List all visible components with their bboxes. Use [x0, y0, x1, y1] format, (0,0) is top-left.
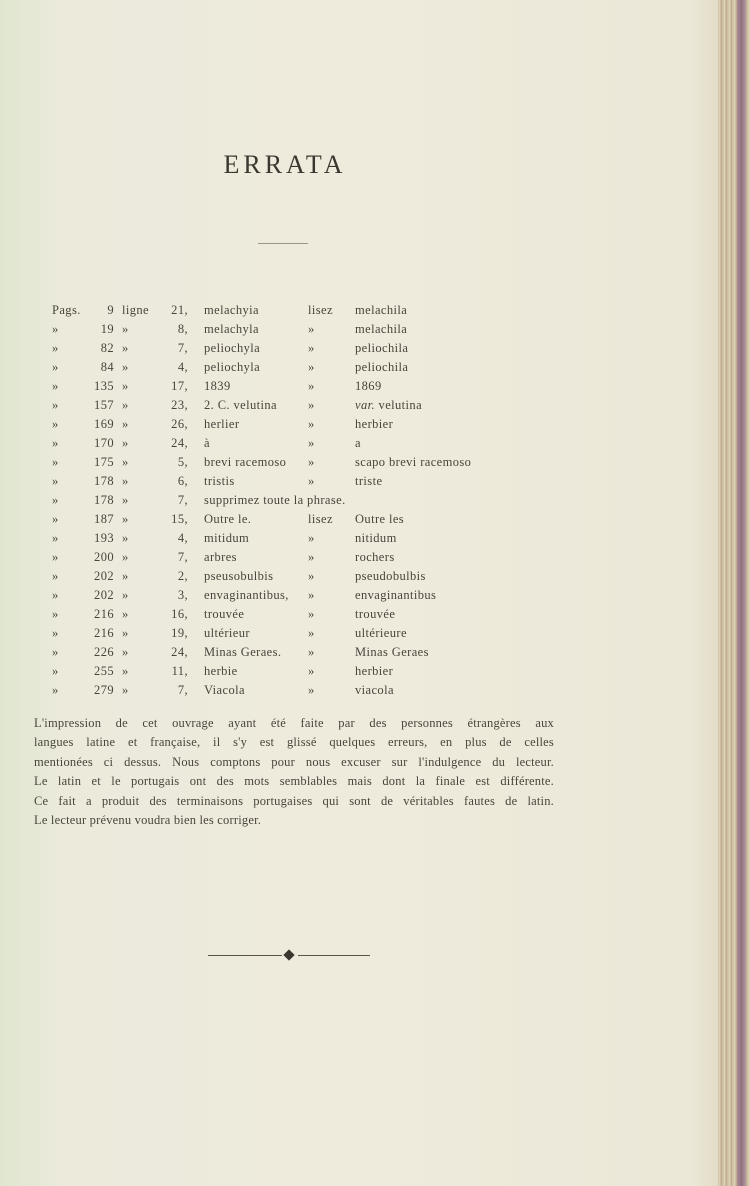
- errata-wrong-text: tristis: [204, 474, 235, 488]
- errata-page-number: 82: [100, 341, 114, 355]
- errata-correct-text: [355, 436, 361, 451]
- errata-pags: »: [52, 379, 59, 393]
- errata-correct-word: envaginantibus: [355, 588, 437, 602]
- errata-line-number: 7,: [177, 341, 188, 355]
- errata-pags: »: [52, 645, 59, 659]
- errata-correct-text: [355, 341, 408, 356]
- errata-correct-word: trouvée: [355, 607, 396, 621]
- errata-correct-word: a: [355, 436, 361, 450]
- errata-page-number: 193: [94, 531, 114, 545]
- errata-correct-text: [355, 417, 393, 432]
- errata-page-number: 255: [94, 664, 114, 678]
- note-line: L'impression de cet ouvrage ayant été faite par des personnes étrangères aux: [34, 716, 554, 730]
- page-title: ERRATA: [223, 150, 347, 179]
- errata-pags: »: [52, 626, 59, 640]
- errata-pags: »: [52, 569, 59, 583]
- errata-row: [0, 453, 700, 472]
- errata-lisez: »: [308, 588, 315, 602]
- errata-ligne: »: [122, 322, 129, 336]
- errata-ligne: »: [122, 645, 129, 659]
- errata-correct-word: peliochila: [355, 341, 409, 355]
- errata-line-number: 19,: [171, 626, 188, 640]
- errata-line-number: 7,: [177, 683, 188, 697]
- errata-row: [0, 415, 700, 434]
- errata-row: [0, 358, 700, 377]
- errata-row: [0, 377, 700, 396]
- errata-page-number: 216: [94, 607, 114, 621]
- errata-pags: »: [52, 664, 59, 678]
- errata-wrong-text: herlier: [204, 417, 240, 431]
- errata-row: [0, 396, 700, 415]
- errata-lisez: »: [308, 664, 315, 678]
- errata-ligne: »: [122, 607, 129, 621]
- errata-lisez: »: [308, 474, 315, 488]
- errata-page-number: 200: [94, 550, 114, 564]
- errata-row: [0, 320, 700, 339]
- errata-pags: »: [52, 322, 59, 336]
- errata-line-number: 24,: [171, 645, 188, 659]
- errata-correct-text: [355, 588, 436, 603]
- errata-wrong-text: envaginantibus,: [204, 588, 289, 602]
- errata-wrong-text: melachyia: [204, 303, 259, 317]
- errata-page-number: 157: [94, 398, 114, 412]
- errata-line-number: 11,: [171, 664, 188, 678]
- errata-pags: »: [52, 455, 59, 469]
- errata-page-number: 170: [94, 436, 114, 450]
- errata-page-number: 216: [94, 626, 114, 640]
- errata-wrong-text: arbres: [204, 550, 237, 564]
- errata-page-number: 279: [94, 683, 114, 697]
- errata-pags: »: [52, 474, 59, 488]
- errata-wrong-text: Outre le.: [204, 512, 252, 526]
- errata-page-number: 175: [94, 455, 114, 469]
- errata-page-number: 202: [94, 569, 114, 583]
- errata-correct-text: [355, 474, 382, 489]
- note-line: Le latin et le portugais ont des mots semblables mais dont la finale est différente.: [34, 774, 554, 789]
- note-line: langues latine et française, il s'y est glissé quelques erreurs, en plus de celles: [34, 735, 554, 750]
- errata-pags: »: [52, 493, 59, 507]
- note-line: Ce fait a produit des terminaisons portugaises qui sont de véritables fautes de latin.: [34, 793, 554, 808]
- title-rule: [258, 243, 308, 244]
- errata-wrong-text: 2. C. velutina: [204, 398, 277, 412]
- errata-ligne: »: [122, 360, 129, 374]
- errata-lisez: »: [308, 379, 315, 393]
- errata-line-number: 6,: [177, 474, 188, 488]
- errata-correct-text: [355, 683, 394, 698]
- errata-correct-word: peliochila: [355, 360, 409, 374]
- errata-lisez: lisez: [308, 512, 333, 526]
- errata-line-number: 8,: [177, 322, 188, 336]
- errata-row: [0, 643, 700, 662]
- errata-lisez: »: [308, 360, 315, 374]
- errata-wrong-text: supprimez toute la phrase.: [204, 493, 346, 507]
- errata-row: [0, 491, 700, 510]
- errata-ligne: »: [122, 417, 129, 431]
- errata-row: [0, 529, 700, 548]
- errata-line-number: 16,: [171, 607, 188, 621]
- errata-page-number: 9: [107, 303, 114, 317]
- errata-lisez: »: [308, 455, 315, 469]
- errata-pags: »: [52, 588, 59, 602]
- errata-lisez: »: [308, 398, 315, 412]
- errata-page-number: 187: [94, 512, 114, 526]
- errata-line-number: 5,: [177, 455, 188, 469]
- errata-pags: »: [52, 512, 59, 526]
- errata-correct-word: scapo brevi racemoso: [355, 455, 472, 469]
- errata-ligne: »: [122, 474, 129, 488]
- errata-row: [0, 681, 700, 700]
- errata-lisez: »: [308, 341, 315, 355]
- errata-correct-text: [355, 512, 404, 527]
- errata-correct-text: [355, 626, 407, 641]
- errata-row: [0, 434, 700, 453]
- errata-ligne: »: [122, 455, 129, 469]
- errata-line-number: 17,: [171, 379, 188, 393]
- errata-ligne: »: [122, 626, 129, 640]
- errata-correct-word: melachila: [355, 322, 408, 336]
- errata-row: [0, 472, 700, 491]
- errata-ligne: ligne: [122, 303, 149, 317]
- errata-correct-text: [355, 379, 382, 394]
- errata-correct-word: rochers: [355, 550, 395, 564]
- errata-page-number: 226: [94, 645, 114, 659]
- errata-wrong-text: ultérieur: [204, 626, 250, 640]
- errata-correct-text: [355, 569, 426, 584]
- errata-lisez: »: [308, 626, 315, 640]
- errata-lisez: »: [308, 569, 315, 583]
- errata-page-number: 169: [94, 417, 114, 431]
- errata-correct-word: velutina: [378, 398, 423, 412]
- errata-correct-word: melachila: [355, 303, 408, 317]
- errata-lisez: »: [308, 607, 315, 621]
- errata-correct-word: nitidum: [355, 531, 397, 545]
- errata-wrong-text: 1839: [204, 379, 231, 393]
- errata-line-number: 7,: [177, 550, 188, 564]
- note-line: mentionées ci dessus. Nous comptons pour nous excuser sur l'indulgence du lecteur.: [34, 754, 554, 769]
- errata-pags: Pags.: [52, 303, 81, 317]
- errata-pags: »: [52, 398, 59, 412]
- errata-pags: »: [52, 360, 59, 374]
- errata-pags: »: [52, 341, 59, 355]
- errata-correct-word: Outre les: [355, 512, 405, 526]
- errata-lisez: lisez: [308, 303, 333, 317]
- errata-pags: »: [52, 531, 59, 545]
- errata-correct-word: herbier: [355, 417, 394, 431]
- errata-wrong-text: mitidum: [204, 531, 250, 545]
- errata-page-number: 178: [94, 493, 114, 507]
- errata-wrong-text: pseusobulbis: [204, 569, 274, 583]
- errata-lisez: »: [308, 417, 315, 431]
- errata-ligne: »: [122, 683, 129, 697]
- errata-line-number: 15,: [171, 512, 188, 526]
- errata-correct-text: [355, 398, 422, 413]
- errata-pags: »: [52, 417, 59, 431]
- errata-row: [0, 301, 700, 320]
- errata-correct-word: triste: [355, 474, 383, 488]
- errata-lisez: »: [308, 645, 315, 659]
- errata-line-number: 24,: [171, 436, 188, 450]
- errata-pags: »: [52, 607, 59, 621]
- errata-page-number: 84: [100, 360, 114, 374]
- errata-pags: »: [52, 436, 59, 450]
- errata-ligne: »: [122, 379, 129, 393]
- errata-line-number: 26,: [171, 417, 188, 431]
- errata-lisez: »: [308, 322, 315, 336]
- errata-row: [0, 662, 700, 681]
- errata-correct-text: [355, 664, 393, 679]
- errata-line-number: 4,: [177, 360, 188, 374]
- errata-line-number: 3,: [177, 588, 188, 602]
- errata-wrong-text: peliochyla: [204, 341, 261, 355]
- page-edge-stripe: [737, 0, 746, 1186]
- errata-ligne: »: [122, 550, 129, 564]
- errata-lisez: »: [308, 550, 315, 564]
- errata-row: [0, 605, 700, 624]
- errata-row: [0, 510, 700, 529]
- errata-correct-text: [355, 531, 397, 546]
- errata-correct-text: [355, 645, 429, 660]
- errata-ligne: »: [122, 512, 129, 526]
- errata-table: [0, 301, 700, 700]
- errata-line-number: 23,: [171, 398, 188, 412]
- errata-ligne: »: [122, 436, 129, 450]
- errata-ligne: »: [122, 588, 129, 602]
- errata-page-number: 135: [94, 379, 114, 393]
- errata-correct-text: [355, 455, 471, 470]
- errata-line-number: 7,: [177, 493, 188, 507]
- errata-correct-text: [355, 550, 395, 565]
- errata-correct-word: herbier: [355, 664, 394, 678]
- errata-correct-italic: var.: [355, 398, 376, 412]
- errata-row: [0, 339, 700, 358]
- errata-correct-word: viacola: [355, 683, 394, 697]
- errata-correct-text: [355, 607, 395, 622]
- errata-wrong-text: Viacola: [204, 683, 245, 697]
- errata-wrong-text: peliochyla: [204, 360, 261, 374]
- note-paragraph: [34, 714, 554, 830]
- errata-ligne: »: [122, 493, 129, 507]
- errata-pags: »: [52, 683, 59, 697]
- errata-wrong-text: brevi racemoso: [204, 455, 287, 469]
- note-line: Le lecteur prévenu voudra bien les corriger.: [34, 813, 262, 828]
- errata-lisez: »: [308, 436, 315, 450]
- errata-line-number: 21,: [171, 303, 188, 317]
- errata-lisez: »: [308, 683, 315, 697]
- errata-row: [0, 548, 700, 567]
- errata-ligne: »: [122, 341, 129, 355]
- closing-ornament: [208, 948, 370, 962]
- errata-ligne: »: [122, 531, 129, 545]
- errata-row: [0, 624, 700, 643]
- errata-wrong-text: Minas Geraes.: [204, 645, 282, 659]
- errata-correct-word: ultérieure: [355, 626, 407, 640]
- errata-correct-word: Minas Geraes: [355, 645, 429, 659]
- errata-correct-text: [355, 360, 408, 375]
- errata-correct-text: [355, 322, 407, 337]
- errata-wrong-text: trouvée: [204, 607, 245, 621]
- errata-wrong-text: à: [204, 436, 210, 450]
- errata-page-number: 178: [94, 474, 114, 488]
- errata-row: [0, 567, 700, 586]
- errata-page-number: 202: [94, 588, 114, 602]
- errata-row: [0, 586, 700, 605]
- errata-pags: »: [52, 550, 59, 564]
- errata-lisez: »: [308, 531, 315, 545]
- errata-line-number: 2,: [177, 569, 188, 583]
- errata-ligne: »: [122, 664, 129, 678]
- errata-line-number: 4,: [177, 531, 188, 545]
- errata-page-number: 19: [100, 322, 114, 336]
- errata-correct-word: pseudobulbis: [355, 569, 426, 583]
- errata-ligne: »: [122, 569, 129, 583]
- errata-wrong-text: melachyla: [204, 322, 259, 336]
- errata-wrong-text: herbie: [204, 664, 238, 678]
- errata-ligne: »: [122, 398, 129, 412]
- errata-correct-text: [355, 303, 407, 318]
- errata-correct-word: 1869: [355, 379, 382, 393]
